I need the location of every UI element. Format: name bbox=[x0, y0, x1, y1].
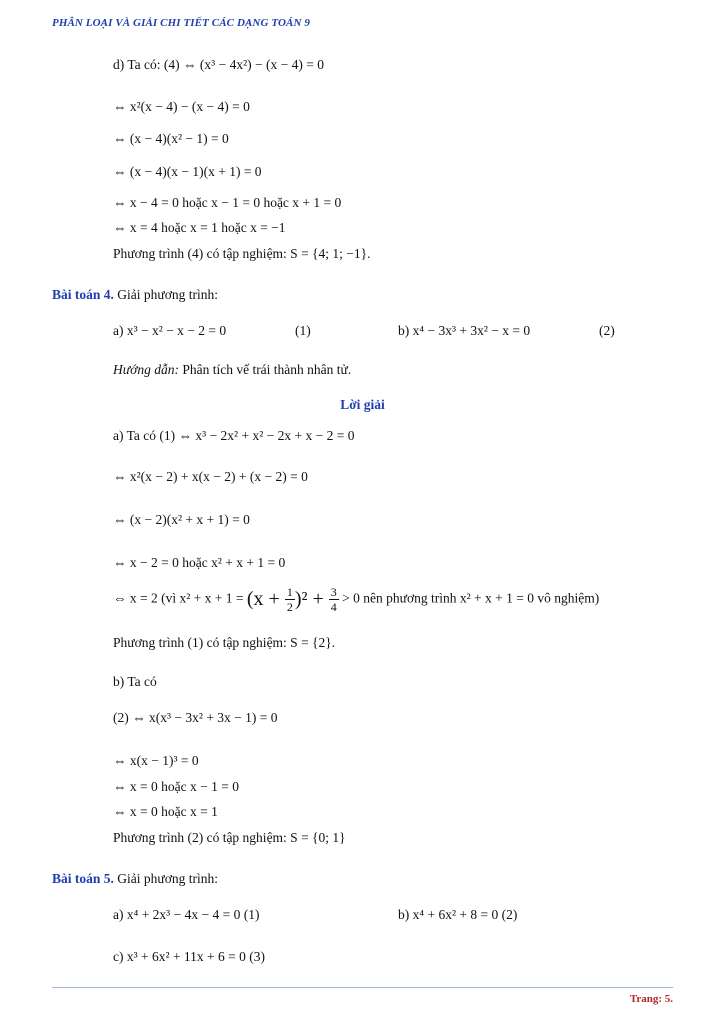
problem-4-heading bbox=[52, 287, 218, 303]
problem-4-b-step-1: (2) ⇔ x(x³ − 3x² + 3x − 1) = 0 bbox=[113, 710, 278, 725]
problem-4-b-step-2: ⇔ x(x − 1)³ = 0 bbox=[113, 753, 199, 768]
problem-4-b-intro: b) Ta có bbox=[113, 674, 157, 689]
part-d-step-3: ⇔ (x − 4)(x − 1)(x + 1) = 0 bbox=[113, 164, 262, 179]
part-d-conclusion: Phương trình (4) có tập nghiệm: S = {4; 1; −1}. bbox=[113, 246, 371, 261]
problem-4-eq-b: b) x⁴ − 3x³ + 3x² − x = 0 bbox=[398, 323, 531, 338]
fraction-three-quarters bbox=[329, 585, 339, 614]
problem-4-a-step-3: ⇔ x − 2 = 0 hoặc x² + x + 1 = 0 bbox=[113, 555, 286, 570]
problem-4-tag-b: (2) bbox=[599, 323, 615, 338]
problem-4-a-step-2: ⇔ (x − 2)(x² + x + 1) = 0 bbox=[113, 512, 250, 527]
frac1-num: 1 bbox=[286, 585, 293, 599]
page-header: PHÂN LOẠI VÀ GIẢI CHI TIẾT CÁC DẠNG TOÁN 9 bbox=[52, 17, 310, 29]
problem-5-label: Bài toán 5. bbox=[52, 871, 114, 886]
part-d-step-1: ⇔ x²(x − 4) − (x − 4) = 0 bbox=[113, 99, 250, 114]
a-final-paren: (x + bbox=[246, 588, 285, 610]
problem-4-a-final bbox=[113, 585, 599, 614]
a-final-part-2: > 0 nên phương trình x² + x + 1 = 0 vô nghiệm) bbox=[338, 590, 600, 606]
frac1-den: 2 bbox=[286, 600, 293, 614]
solution-heading: Lời giải bbox=[340, 397, 385, 412]
problem-4-hint bbox=[113, 362, 351, 378]
part-d-intro: d) Ta có: (4) ⇔ (x³ − 4x²) − (x − 4) = 0 bbox=[113, 57, 324, 72]
a-final-part-1: ⇔ x = 2 (vì x² + x + 1 = bbox=[113, 590, 247, 606]
problem-5-heading bbox=[52, 871, 218, 887]
a-final-paren-close: )² + bbox=[294, 588, 329, 610]
part-d-step-2: ⇔ (x − 4)(x² − 1) = 0 bbox=[113, 131, 229, 146]
problem-5-title: Giải phương trình: bbox=[113, 871, 218, 886]
hint-label: Hướng dẫn: bbox=[113, 362, 179, 377]
problem-4-b-conclusion: Phương trình (2) có tập nghiệm: S = {0; 1} bbox=[113, 830, 346, 845]
page-number: Trang: 5. bbox=[629, 993, 673, 1005]
footer-divider bbox=[52, 987, 673, 988]
frac2-num: 3 bbox=[330, 585, 337, 599]
frac2-den: 4 bbox=[330, 600, 337, 614]
problem-4-a-step-1: ⇔ x²(x − 2) + x(x − 2) + (x − 2) = 0 bbox=[113, 469, 308, 484]
problem-4-title: Giải phương trình: bbox=[113, 287, 218, 302]
problem-4-a-conclusion: Phương trình (1) có tập nghiệm: S = {2}. bbox=[113, 635, 336, 650]
problem-5-eq-c: c) x³ + 6x² + 11x + 6 = 0 (3) bbox=[113, 949, 266, 964]
problem-4-eq-a: a) x³ − x² − x − 2 = 0 bbox=[113, 323, 227, 338]
problem-5-eq-a: a) x⁴ + 2x³ − 4x − 4 = 0 (1) bbox=[113, 907, 260, 922]
problem-4-tag-a: (1) bbox=[295, 323, 311, 338]
problem-4-b-step-3: ⇔ x = 0 hoặc x − 1 = 0 bbox=[113, 779, 239, 794]
fraction-one-half bbox=[285, 585, 295, 614]
part-d-step-4: ⇔ x − 4 = 0 hoặc x − 1 = 0 hoặc x + 1 = 0 bbox=[113, 195, 342, 210]
problem-4-label: Bài toán 4. bbox=[52, 287, 114, 302]
problem-5-eq-b: b) x⁴ + 6x² + 8 = 0 (2) bbox=[398, 907, 518, 922]
problem-4-a-intro: a) Ta có (1) ⇔ x³ − 2x² + x² − 2x + x − 2 = 0 bbox=[113, 428, 355, 443]
part-d-step-5: ⇔ x = 4 hoặc x = 1 hoặc x = −1 bbox=[113, 220, 286, 235]
problem-4-b-step-4: ⇔ x = 0 hoặc x = 1 bbox=[113, 804, 218, 819]
hint-text: Phân tích vế trái thành nhân tử. bbox=[178, 362, 352, 377]
